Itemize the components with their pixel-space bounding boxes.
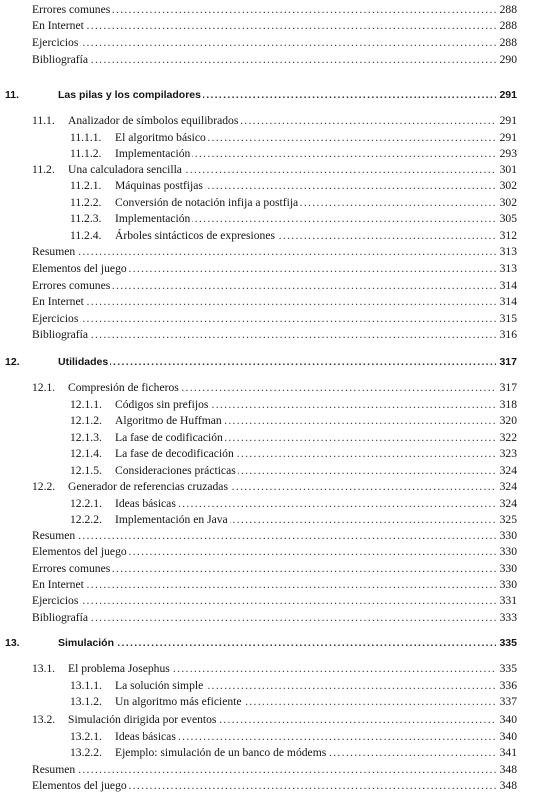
toc-entry [0, 778, 533, 794]
entry-number: 12.1. [32, 381, 56, 394]
toc-chapter-entry [0, 354, 533, 370]
page-number: 340 [497, 712, 517, 728]
entry-title: En Internet [32, 295, 84, 308]
entry-number: 13.1.1. [70, 679, 102, 692]
page-number: 302 [497, 178, 517, 194]
page-number: 340 [497, 729, 517, 745]
page-number: 337 [497, 694, 517, 710]
toc-subsection-entry [0, 195, 533, 211]
toc-entry [0, 528, 533, 544]
dot-leader [32, 311, 515, 327]
entry-number: 11.1. [32, 114, 55, 127]
page-number: 312 [497, 228, 517, 244]
page-number: 291 [497, 130, 517, 146]
toc-subsection-entry [0, 430, 533, 446]
page-number: 330 [497, 561, 517, 577]
entry-number: 11.2. [32, 163, 55, 176]
entry-title: Generador de referencias cruzadas [68, 480, 228, 493]
toc-entry [0, 18, 533, 34]
page-number: 341 [497, 745, 517, 761]
entry-title: Implementación [115, 212, 191, 225]
page-number: 305 [497, 211, 517, 227]
entry-title: El problema Josephus [68, 662, 170, 675]
entry-number: 12.1.2. [70, 414, 102, 427]
dot-leader [32, 327, 515, 343]
entry-number: 13.1.2. [70, 695, 102, 708]
entry-title: Resumen [32, 763, 76, 776]
toc-section-entry [0, 380, 533, 396]
page-number: 314 [497, 294, 517, 310]
toc-entry [0, 327, 533, 343]
page-number: 315 [497, 311, 517, 327]
entry-title: Elementos del juego [32, 545, 127, 558]
toc-section-entry [0, 661, 533, 677]
page-number: 313 [497, 244, 517, 260]
toc-entry [0, 294, 533, 310]
dot-leader [32, 610, 515, 626]
page-number: 330 [497, 544, 517, 560]
entry-title: Árboles sintácticos de expresiones [115, 229, 276, 242]
entry-number: 11.1.2. [70, 147, 102, 160]
entry-title: Simulación [58, 637, 115, 649]
dot-leader [32, 244, 515, 260]
entry-title: Consideraciones prácticas [115, 464, 236, 477]
toc-subsection-entry [0, 130, 533, 146]
entry-number: 12.1.3. [70, 431, 102, 444]
toc-chapter-entry [0, 87, 533, 103]
dot-leader [32, 528, 515, 544]
page-number: 348 [497, 778, 517, 794]
page-number: 330 [497, 528, 517, 544]
entry-number: 11. [5, 89, 20, 101]
toc-entry [0, 610, 533, 626]
entry-title: Bibliografía [32, 53, 89, 66]
entry-number: 11.2.3. [70, 212, 102, 225]
entry-number: 11.2.1. [70, 179, 102, 192]
entry-number: 11.1.1. [70, 131, 102, 144]
entry-title: La fase de decodificación [115, 447, 234, 460]
toc-subsection-entry [0, 211, 533, 227]
entry-title: En Internet [32, 578, 84, 591]
dot-leader [32, 35, 515, 51]
entry-title: La fase de codificación [115, 431, 223, 444]
toc-subsection-entry [0, 729, 533, 745]
entry-title: Errores comunes [32, 3, 111, 16]
page-number: 290 [497, 52, 517, 68]
entry-title: Analizador de símbolos equilibrados [68, 114, 239, 127]
dot-leader [32, 577, 515, 593]
entry-number: 12.2.1. [70, 497, 102, 510]
entry-number: 12.2.2. [70, 513, 102, 526]
toc-subsection-entry [0, 745, 533, 761]
toc-subsection-entry [0, 694, 533, 710]
page-number: 323 [497, 446, 517, 462]
toc-chapter-entry [0, 635, 533, 651]
entry-number: 13.1. [32, 662, 56, 675]
entry-title: Compresión de ficheros [68, 381, 179, 394]
dot-leader [32, 294, 515, 310]
page-number: 348 [497, 762, 517, 778]
toc-entry [0, 561, 533, 577]
page-number: 288 [497, 2, 517, 18]
toc-subsection-entry [0, 463, 533, 479]
dot-leader [32, 52, 515, 68]
toc-subsection-entry [0, 228, 533, 244]
page-number: 317 [497, 380, 517, 396]
entry-number: 13.2.1. [70, 730, 102, 743]
dot-leader [58, 635, 515, 651]
entry-title: Resumen [32, 245, 76, 258]
entry-title: Elementos del juego [32, 779, 127, 792]
entry-title: Bibliografía [32, 328, 89, 341]
toc-subsection-entry [0, 446, 533, 462]
toc-subsection-entry [0, 146, 533, 162]
page-number: 324 [497, 463, 517, 479]
page-number: 317 [496, 354, 517, 370]
page-number: 325 [497, 512, 517, 528]
entry-title: Simulación dirigida por eventos [68, 713, 217, 726]
page-number: 288 [497, 35, 517, 51]
toc-subsection-entry [0, 678, 533, 694]
entry-title: Ideas básicas [115, 730, 176, 743]
dot-leader [58, 354, 515, 370]
page-number: 313 [497, 261, 517, 277]
page-number: 291 [496, 87, 517, 103]
page-number: 316 [497, 327, 517, 343]
toc-entry [0, 244, 533, 260]
entry-title: Elementos del juego [32, 262, 127, 275]
entry-title: Bibliografía [32, 611, 89, 624]
entry-title: Implementación [115, 147, 191, 160]
page-number: 333 [497, 610, 517, 626]
page-number: 322 [497, 430, 517, 446]
toc-entry [0, 2, 533, 18]
entry-number: 13.2.2. [70, 746, 102, 759]
toc-section-entry [0, 479, 533, 495]
toc-entry [0, 762, 533, 778]
toc-section-entry [0, 113, 533, 129]
dot-leader [32, 762, 515, 778]
toc-subsection-entry [0, 178, 533, 194]
entry-title: Ejercicios [32, 312, 79, 325]
entry-title: Algoritmo de Huffman [115, 414, 222, 427]
toc-entry [0, 544, 533, 560]
entry-title: Una calculadora sencilla [68, 163, 182, 176]
toc-subsection-entry [0, 496, 533, 512]
page-number: 320 [497, 413, 517, 429]
page-number: 331 [497, 593, 517, 609]
toc-subsection-entry [0, 397, 533, 413]
entry-number: 11.2.4. [70, 229, 102, 242]
toc-entry [0, 593, 533, 609]
toc-entry [0, 35, 533, 51]
toc-section-entry [0, 712, 533, 728]
entry-number: 13. [5, 637, 20, 649]
entry-number: 12.1.5. [70, 464, 102, 477]
page-number: 302 [497, 195, 517, 211]
page-number: 293 [497, 146, 517, 162]
toc-subsection-entry [0, 413, 533, 429]
entry-title: La solución simple [115, 679, 204, 692]
toc-entry [0, 278, 533, 294]
entry-title: Errores comunes [32, 562, 111, 575]
entry-title: Conversión de notación infija a postfija [115, 196, 299, 209]
page-number: 291 [497, 113, 517, 129]
entry-number: 13.2. [32, 713, 56, 726]
entry-number: 12.2. [32, 480, 56, 493]
entry-number: 12.1.4. [70, 447, 102, 460]
entry-title: Ideas básicas [115, 497, 176, 510]
entry-title: Códigos sin prefijos [115, 398, 209, 411]
entry-title: Las pilas y los compiladores [58, 89, 201, 101]
page-number: 324 [497, 496, 517, 512]
entry-number: 12.1.1. [70, 398, 102, 411]
page-number: 314 [497, 278, 517, 294]
entry-title: El algoritmo básico [115, 131, 206, 144]
page-number: 301 [497, 162, 517, 178]
page-number: 288 [497, 18, 517, 34]
page-number: 330 [497, 577, 517, 593]
toc-section-entry [0, 162, 533, 178]
toc-entry [0, 261, 533, 277]
toc-entry [0, 52, 533, 68]
dot-leader [32, 18, 515, 34]
entry-title: Un algoritmo más eficiente [115, 695, 242, 708]
entry-title: Ejemplo: simulación de un banco de módems [115, 746, 327, 759]
page-number: 318 [497, 397, 517, 413]
entry-title: Ejercicios [32, 36, 79, 49]
entry-number: 12. [5, 356, 20, 368]
toc-entry [0, 577, 533, 593]
toc-entry [0, 311, 533, 327]
entry-title: Errores comunes [32, 279, 111, 292]
entry-title: Implementación en Java [115, 513, 228, 526]
page-number: 324 [497, 479, 517, 495]
entry-title: Ejercicios [32, 594, 79, 607]
dot-leader [32, 593, 515, 609]
page-number: 335 [496, 635, 517, 651]
entry-number: 11.2.2. [70, 196, 102, 209]
entry-title: Utilidades [58, 356, 109, 368]
entry-title: En Internet [32, 19, 84, 32]
page-number: 336 [497, 678, 517, 694]
page-number: 335 [497, 661, 517, 677]
entry-title: Máquinas postfijas [115, 179, 203, 192]
entry-title: Resumen [32, 529, 76, 542]
toc-subsection-entry [0, 512, 533, 528]
